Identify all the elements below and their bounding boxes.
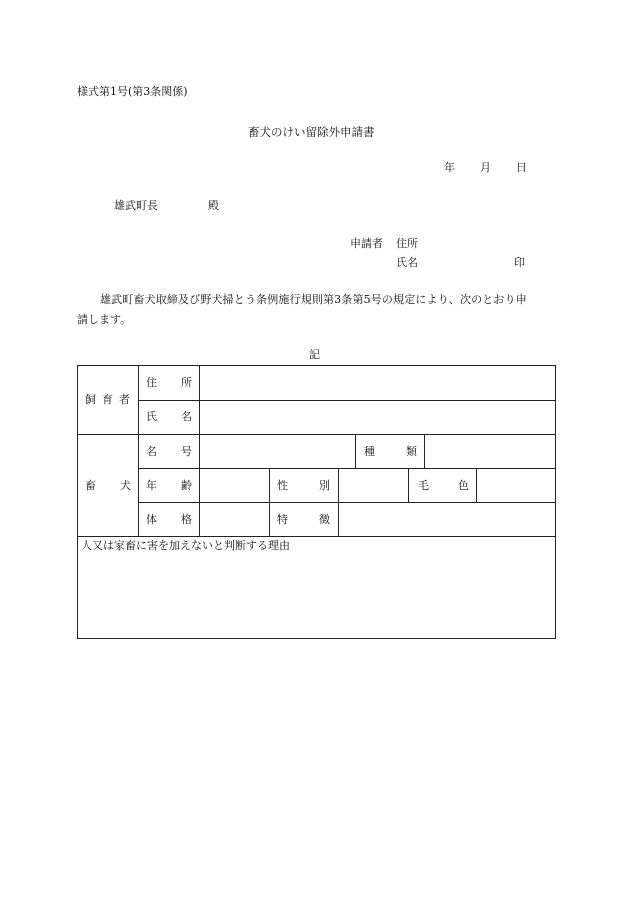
- row-divider: [78, 536, 556, 537]
- day-label: 日: [516, 161, 527, 174]
- label-char: 年: [146, 479, 157, 492]
- owner-name-field[interactable]: [200, 401, 556, 434]
- col-divider: [408, 468, 409, 503]
- label-char: 名: [146, 445, 157, 458]
- label-char: 号: [181, 445, 192, 458]
- label-char: 格: [181, 513, 192, 526]
- form-number: 様式第1号(第3条関係): [77, 85, 188, 98]
- applicant-label: 申請者: [350, 237, 383, 250]
- label-char: 種: [364, 445, 375, 458]
- body-text-line1: 雄武町畜犬取締及び野犬掃とう条例施行規則第3条第5号の規定により、次のとおり申: [100, 293, 527, 306]
- month-label: 月: [480, 161, 491, 174]
- label-char: 徴: [319, 513, 330, 526]
- applicant-name-label: 氏名: [396, 256, 418, 269]
- breed-field[interactable]: [425, 435, 556, 468]
- label-char: 色: [458, 479, 469, 492]
- label-char: 住: [146, 376, 157, 389]
- age-field[interactable]: [200, 469, 269, 502]
- label-char: 毛: [418, 479, 429, 492]
- ki-heading: 記: [309, 348, 320, 361]
- owner-label-char: 者: [119, 393, 130, 406]
- owner-label-char: 飼: [85, 393, 96, 406]
- seal-mark: 印: [514, 256, 525, 269]
- label-char: 体: [146, 513, 157, 526]
- build-field[interactable]: [200, 503, 269, 536]
- dog-label-char: 畜: [85, 479, 96, 492]
- addressee-honorific: 殿: [208, 199, 219, 212]
- year-label: 年: [444, 161, 455, 174]
- label-char: 別: [319, 479, 330, 492]
- col-divider: [355, 434, 356, 469]
- body-text-line2: 請します。: [77, 313, 132, 326]
- addressee-name: 雄武町長: [114, 199, 158, 212]
- label-char: 所: [181, 376, 192, 389]
- reason-field[interactable]: [78, 552, 556, 638]
- features-field[interactable]: [339, 503, 556, 536]
- dog-label-char: 犬: [120, 479, 131, 492]
- coat-color-field[interactable]: [477, 469, 556, 502]
- form-title: 畜犬のけい留除外申請書: [248, 125, 375, 139]
- col-divider: [269, 468, 270, 537]
- label-char: 名: [181, 410, 192, 423]
- label-char: 齢: [181, 479, 192, 492]
- col-divider: [138, 366, 139, 537]
- application-table: [77, 365, 556, 639]
- label-char: 類: [406, 445, 417, 458]
- dog-name-field[interactable]: [200, 435, 355, 468]
- label-char: 氏: [146, 410, 157, 423]
- applicant-address-label: 住所: [396, 237, 418, 250]
- label-char: 特: [277, 513, 288, 526]
- label-char: 性: [277, 479, 288, 492]
- owner-address-field[interactable]: [200, 366, 556, 400]
- owner-label-char: 育: [102, 393, 113, 406]
- reason-label: 人又は家畜に害を加えないと判断する理由: [81, 539, 290, 552]
- sex-field[interactable]: [339, 469, 408, 502]
